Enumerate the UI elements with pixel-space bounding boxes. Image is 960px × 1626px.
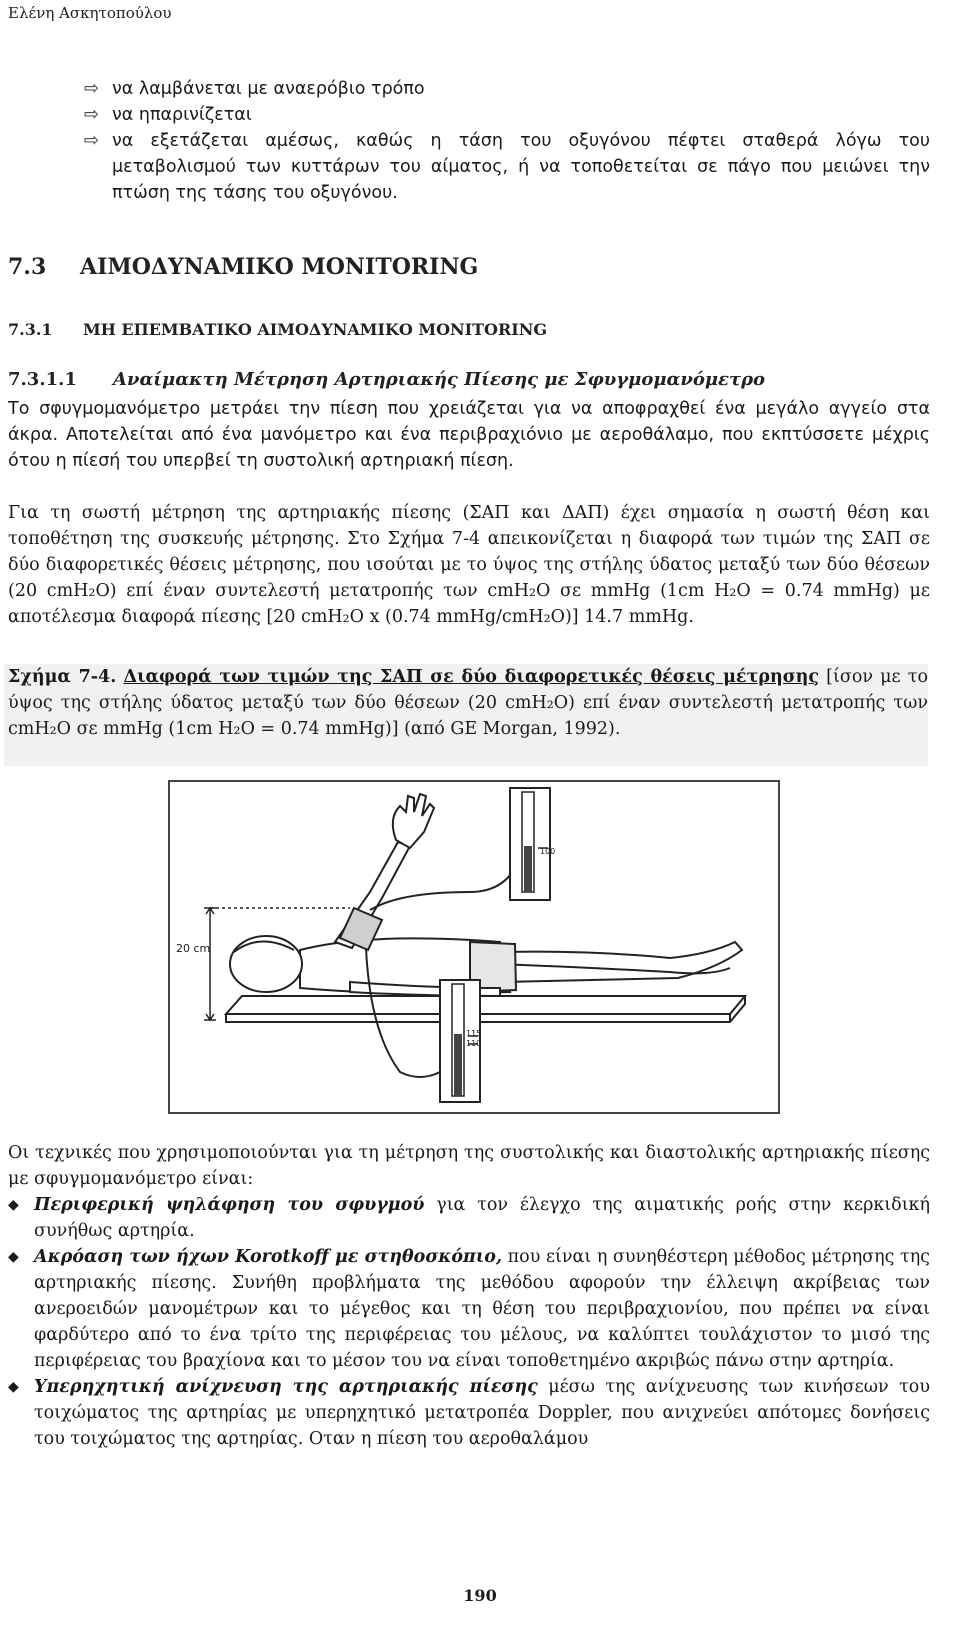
- height-label: 20 cm: [176, 942, 211, 955]
- subsection-title: ΜΗ ΕΠΕΜΒΑΤΙΚΟ ΑΙΜΟΔΥΝΑΜΙΚΟ MONITORING: [83, 320, 548, 339]
- techniques-list: [8, 1192, 930, 1452]
- list-item: [84, 76, 930, 102]
- list-item: [8, 1244, 930, 1374]
- diamond-bullet-icon: ◆: [8, 1379, 19, 1395]
- figure-blood-pressure-positions: [168, 780, 780, 1114]
- paragraph-measurement-position: Για τη σωστή μέτρηση της αρτηριακής πίεσης (ΣΑΠ και ΔΑΠ) έχει σημασία η σωστή θέση και τοποθέτηση της συσκευής μέτρησης. Στο Σχήμα 7-4 απεικονίζεται η διαφορά των τιμών της ΣΑΠ σε δύο διαφορετικές θέσεις μέτρησης, που ισούται με το ύψος της στήλης ύδατος μεταξύ των δύο θέσεων (20 cmH₂O) επί έναν συντελεστή μετατροπής των cmH₂O σε mmHg (1cm H₂O = 0.74 mmHg) με αποτέλεσμα διαφορά πίεσης [20 cmH₂O x (0.74 mmHg/cmH₂O)] 14.7 mmHg.: [8, 503, 930, 627]
- subsubsection-heading: [8, 369, 765, 390]
- caption-label: Σχήμα 7-4.: [8, 667, 117, 687]
- list-item-text: να λαμβάνεται με αναερόβιο τρόπο: [112, 79, 425, 99]
- upper-manometer: [510, 788, 555, 900]
- lower-gauge-tick-label-bottom: 110: [466, 1039, 482, 1048]
- technique-name: Ακρόαση των ήχων Korotkoff με στηθοσκόπιο,: [34, 1247, 503, 1267]
- technique-text: για τον έλεγχο της αιματικής ροής στην κερκιδική συνήθως αρτηρία.: [34, 1195, 930, 1241]
- section-heading: [8, 254, 478, 280]
- page-number: 190: [463, 1586, 497, 1605]
- page-header-author: Ελένη Ασκητοπούλου: [8, 4, 172, 22]
- diamond-bullet-icon: ◆: [8, 1197, 19, 1213]
- caption-title: Διαφορά των τιμών της ΣΑΠ σε δύο διαφορετικές θέσεις μέτρησης: [123, 667, 819, 687]
- hollow-arrow-icon: ⇨: [84, 104, 100, 125]
- paragraph-techniques-intro: Οι τεχνικές που χρησιμοποιούνται για τη μέτρηση της συστολικής και διαστολικής αρτηριακής πίεσης με σφυγμομανόμετρο είναι:: [8, 1143, 930, 1189]
- lower-gauge-tick-label-top: 115: [466, 1029, 482, 1038]
- exam-table: [226, 996, 745, 1022]
- technique-text: που είναι η συνηθέστερη μέθοδος μέτρησης της αρτηριακής πίεσης. Συνήθη προβλήματα της μεθόδου αφορούν την έλλειψη ακρίβειας των ανεροειδών μανομέτρων και το μέγεθος και τη θέση του περιβραχιονίου, που πρέπει να είναι φαρδύτερο από το ένα τρίτο της περιφέρειας του μέλους, να καλύπτει τουλάχιστον το μισό της περιφέρειας του βραχίονα και το μέσον του να είναι τοποθετημένο ακριβώς πάνω στην αρτηρία.: [34, 1247, 930, 1371]
- subsection-number: 7.3.1: [8, 320, 53, 339]
- lower-manometer: [440, 980, 481, 1102]
- figure-caption: [8, 664, 928, 742]
- section-title: ΑΙΜΟΔΥΝΑΜΙΚΟ MONITORING: [80, 254, 479, 280]
- list-item: [84, 128, 930, 206]
- caption-text: [ίσον με το ύψος της στήλης ύδατος μεταξύ των δύο θέσεων (20 cmH₂O) επί έναν συντελεστή μετατροπής των cmH₂O σε mmHg (1cm H₂O = 0.74 mmHg)] (από GE Morgan, 1992).: [8, 667, 929, 739]
- list-item: [8, 1374, 930, 1452]
- paragraph-description: Το σφυγμομανόμετρο μετράει την πίεση που χρειάζεται για να αποφραχθεί ένα μεγάλο αγγείο στα άκρα. Αποτελείται από ένα μανόμετρο και ένα περιβραχιόνιο με αεροθάλαμο, που εκπτύσσετε μέχρις ότου η πίεσή του υπερβεί τη συστολική αρτηριακή πίεση.: [8, 399, 930, 471]
- upper-gauge-tick-label: 100: [540, 847, 556, 856]
- section-number: 7.3: [8, 254, 47, 280]
- patient-figure: [230, 794, 742, 996]
- subsubsection-title: Αναίμακτη Μέτρηση Αρτηριακής Πίεσης με Σφυγμομανόμετρο: [113, 369, 766, 390]
- figure-illustration: [170, 782, 778, 1112]
- hollow-arrow-icon: ⇨: [84, 78, 100, 99]
- list-item-text: να ηπαρινίζεται: [112, 105, 252, 125]
- subsection-heading: [8, 320, 547, 339]
- list-item-text: να εξετάζεται αμέσως, καθώς η τάση του οξυγόνου πέφτει σταθερά λόγω του μεταβολισμού των κυττάρων του αίματος, ή να τοποθετείται σε πάγο που μειώνει την πτώση της τάσης του οξυγόνου.: [112, 131, 930, 203]
- subsubsection-number: 7.3.1.1: [8, 369, 77, 390]
- technique-text: μέσω της ανίχνευσης των κινήσεων του τοιχώματος της αρτηρίας με υπερηχητικό μετατροπέα Doppler, που ανιχνεύει απότομες δονήσεις του τοιχώματος της αρτηρίας. Οταν η πίεση του αεροθαλάμου: [34, 1377, 930, 1449]
- hollow-arrow-icon: ⇨: [84, 130, 100, 151]
- technique-name: Περιφερική ψηλάφηση του σφυγμού: [34, 1195, 425, 1215]
- list-item: [8, 1192, 930, 1244]
- diamond-bullet-icon: ◆: [8, 1249, 19, 1265]
- list-item: [84, 102, 930, 128]
- requirements-list: [84, 76, 930, 206]
- technique-name: Υπερηχητική ανίχνευση της αρτηριακής πίεσης: [34, 1377, 538, 1397]
